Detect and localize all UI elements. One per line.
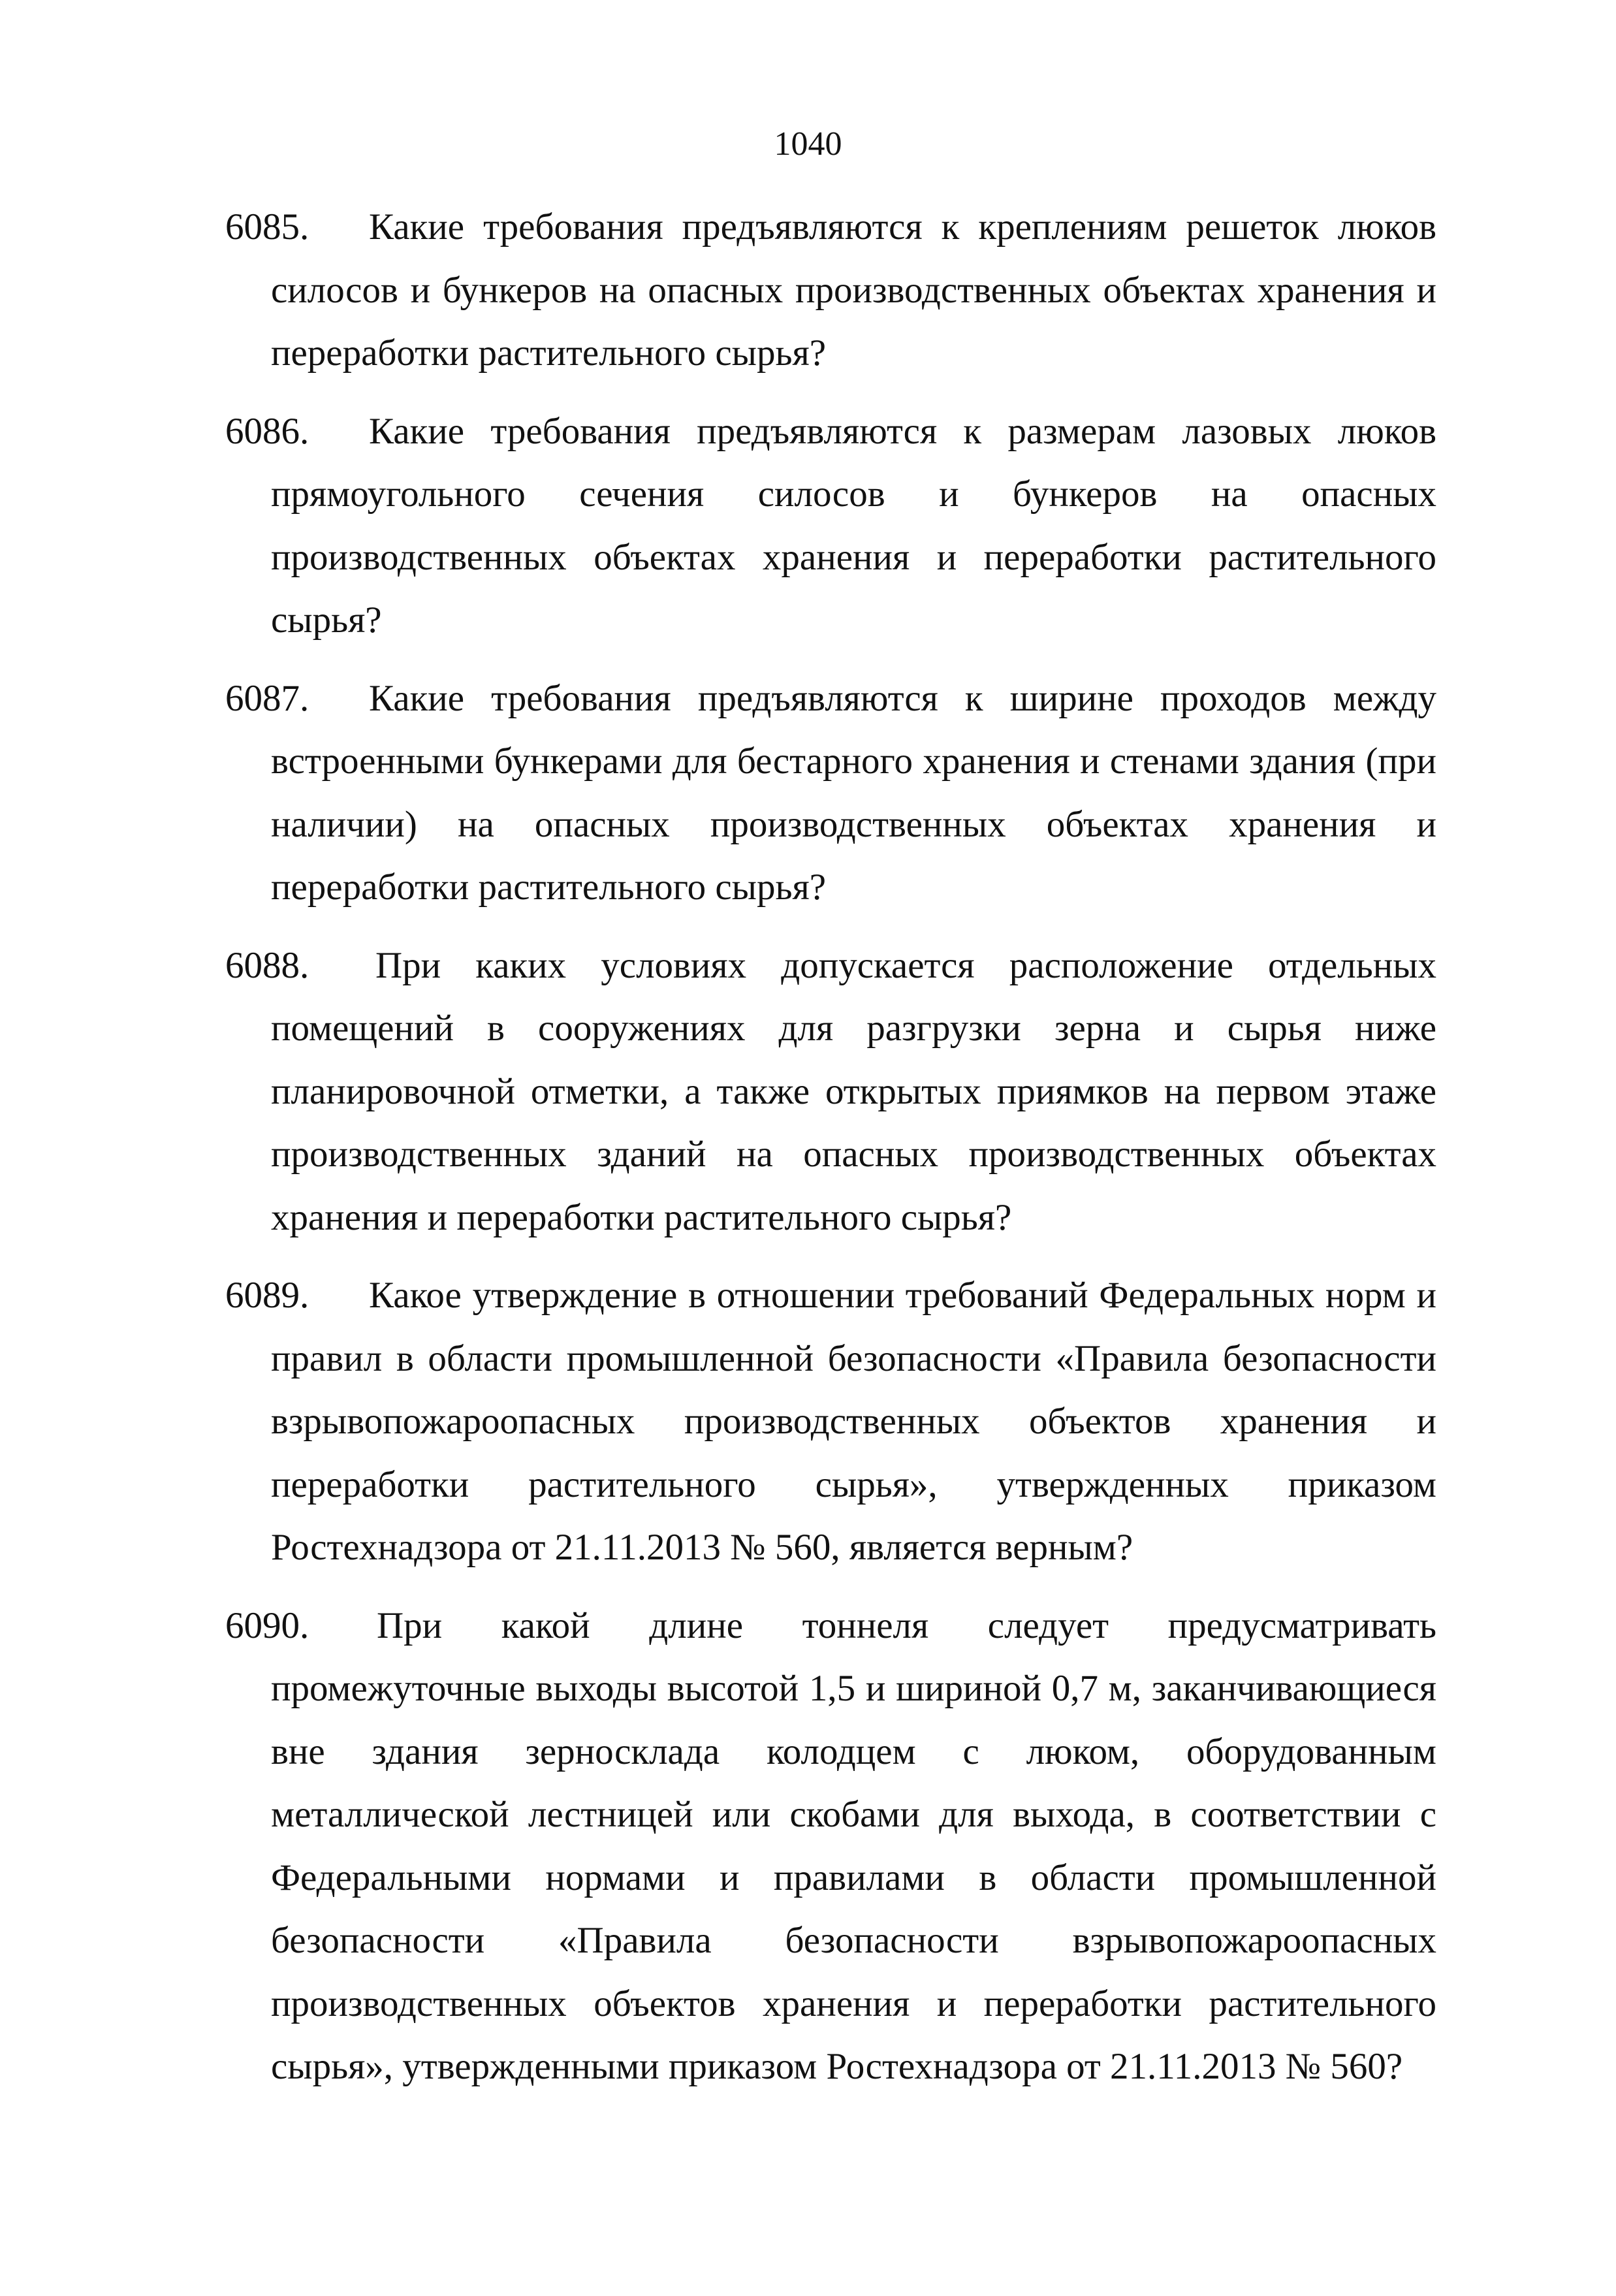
page-number: 1040 — [774, 125, 842, 163]
question-text: При какой длине тоннеля следует предусматривать промежуточные выходы высотой 1,5 и шириной 0,7 м, заканчивающиеся вне здания зерносклада колодцем с люком, оборудованным металлической лестницей или скобами для выхода, в соответствии с Федеральными нормами и правилами в области промышленной безопасности «Правила безопасности взрывопожароопасных производственных объектов хранения и переработки растительного сырья», утвержденными приказом Ростехнадзора от 21.11.2013 № 560? — [271, 1604, 1436, 2087]
question-list — [225, 196, 1436, 2114]
question-item — [225, 667, 1436, 919]
question-number: 6087. — [225, 677, 309, 719]
question-number: 6090. — [225, 1604, 309, 1646]
question-text: При каких условиях допускается расположение отдельных помещений в сооружениях для разгрузки зерна и сырья ниже планировочной отметки, а также открытых приямков на первом этаже производственных зданий на опасных производственных объектах хранения и переработки растительного сырья? — [271, 944, 1436, 1238]
question-item — [225, 1264, 1436, 1580]
question-text: Какие требования предъявляются к креплениям решеток люков силосов и бункеров на опасных производственных объектах хранения и переработки растительного сырья? — [271, 206, 1436, 374]
question-number: 6088. — [225, 944, 309, 986]
question-item — [225, 934, 1436, 1250]
question-text: Какое утверждение в отношении требований Федеральных норм и правил в области промышленной безопасности «Правила безопасности взрывопожароопасных производственных объектов хранения и переработки растительного сырья», утвержденных приказом Ростехнадзора от 21.11.2013 № 560, является верным? — [271, 1275, 1436, 1568]
question-item — [225, 400, 1436, 652]
question-item — [225, 196, 1436, 385]
question-item — [225, 1595, 1436, 2099]
question-number: 6089. — [225, 1275, 309, 1316]
question-number: 6085. — [225, 206, 309, 247]
question-number: 6086. — [225, 410, 309, 452]
question-text: Какие требования предъявляются к ширине проходов между встроенными бункерами для бестарного хранения и стенами здания (при наличии) на опасных производственных объектах хранения и переработки растительного сырья? — [271, 677, 1436, 908]
question-text: Какие требования предъявляются к размерам лазовых люков прямоугольного сечения силосов и бункеров на опасных производственных объектах хранения и переработки растительного сырья? — [271, 410, 1436, 641]
